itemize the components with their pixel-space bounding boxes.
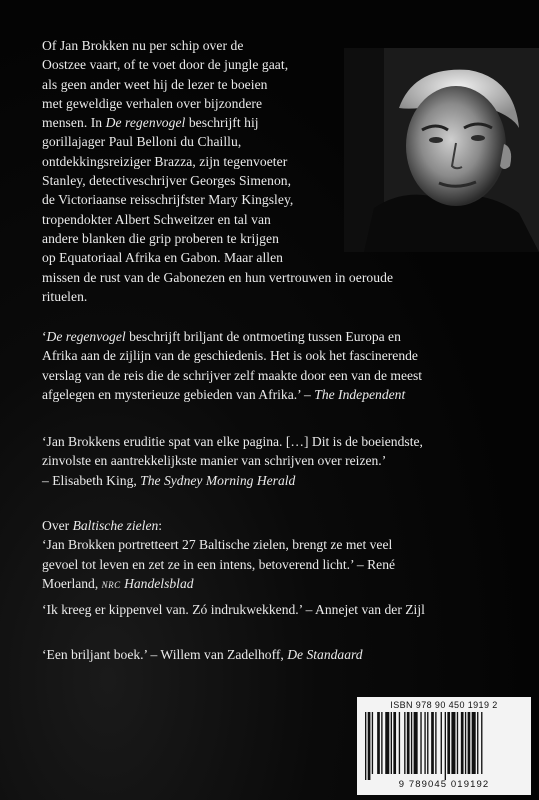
- review-quote-nrc: Over Baltische zielen: ‘Jan Brokken portretteert 27 Baltische zielen, brengt ze met veel gevoel tot leven en zet ze in een intens, betoverend licht.’ – René Moerland, NRC Handelsblad: [42, 518, 396, 591]
- barcode-bar: [391, 712, 392, 774]
- barcode-bar: [372, 712, 373, 774]
- barcode-bar: [457, 712, 458, 774]
- barcode-bar: [447, 712, 450, 774]
- barcode-bar: [431, 712, 434, 774]
- bio-line: missen de rust van de Gabonezen en hun vertrouwen in oeroude: [42, 269, 394, 285]
- review-source: De Standaard: [287, 647, 363, 662]
- barcode-bar: [468, 712, 471, 774]
- barcode-bar: [365, 712, 366, 780]
- bio-line: mensen. In De regenvogel beschrijft hij: [42, 115, 259, 131]
- bio-line: rituelen.: [42, 288, 88, 304]
- barcode-bar: [427, 712, 428, 774]
- barcode-bars: [365, 712, 523, 780]
- barcode-bar: [377, 712, 380, 774]
- review-quote-standaard: ‘Een briljant boek.’ – Willem van Zadelhoff, De Standaard: [42, 647, 363, 662]
- barcode-bar: [385, 712, 389, 774]
- barcode-bar: [445, 712, 446, 780]
- barcode-bar: [465, 712, 466, 774]
- barcode-bar: [477, 712, 478, 774]
- barcode-bar: [461, 712, 464, 774]
- barcode-bar: [407, 712, 410, 774]
- review-quote-independent: ‘De regenvogel beschrijft briljant de ontmoeting tussen Europa en Afrika aan de zijlijn van de geschiedenis. Het is ook het fascinerende verslag van de reis die de schrijver zelf maakte door een van de meest afgelegen en mysterieuze gebieden van Afrika.’ – The Independent: [42, 329, 423, 402]
- barcode-bar: [414, 712, 418, 774]
- barcode-bar: [420, 712, 421, 774]
- isbn-label: ISBN 978 90 450 1919 2: [390, 700, 498, 710]
- bio-line: tropendokter Albert Schweitzer en tal van: [42, 211, 271, 227]
- bio-line: op Equatoriaal Afrika en Gabon. Maar allen: [42, 250, 284, 266]
- book-title: Baltische zielen: [72, 518, 159, 533]
- review-source: Handelsblad: [120, 575, 194, 591]
- barcode-bar: [399, 712, 400, 774]
- barcode-bar: [481, 712, 482, 774]
- review-source: The Independent: [314, 386, 406, 402]
- bio-line: de Victoriaanse reisschrijfster Mary Kingsley,: [42, 192, 294, 208]
- barcode-bar: [424, 712, 425, 774]
- barcode-bar: [368, 712, 371, 780]
- isbn-barcode: [357, 697, 531, 795]
- barcode-bar: [451, 712, 455, 774]
- review-quote-smh: ‘Jan Brokkens eruditie spat van elke pagina. […] Dit is de boeiendste, zinvolste en aantrekkelijkste manier van schrijven over reizen.’ – Elisabeth King, The Sydney Morning Herald: [42, 434, 423, 488]
- bio-line: andere blanken die grip proberen te krijgen: [42, 230, 279, 246]
- nrc-label: NRC: [101, 579, 121, 590]
- author-bio: [42, 36, 537, 306]
- barcode-bar: [411, 712, 412, 774]
- review-source: The Sydney Morning Herald: [140, 472, 296, 488]
- bio-line: Stanley, detectiveschrijver Georges Simenon,: [42, 173, 292, 189]
- bio-line: ontdekkingsreiziger Brazza, zijn tegenvoeter: [42, 153, 288, 169]
- barcode-bar: [393, 712, 396, 774]
- ean-digits: 9 789045 019192: [398, 779, 490, 790]
- barcode-bar: [435, 712, 436, 774]
- barcode-bar: [381, 712, 382, 774]
- book-title: De regenvogel: [105, 115, 186, 131]
- barcode-bar: [472, 712, 476, 774]
- bio-line: Of Jan Brokken nu per schip over de: [42, 38, 244, 53]
- bio-line: Oostzee vaart, of te voet door de jungle gaat,: [42, 57, 289, 73]
- bio-line: gorillajager Paul Belloni du Chaillu,: [42, 134, 242, 150]
- bio-line: als geen ander weet hij de lezer te boeien: [42, 76, 268, 92]
- book-title: De regenvogel: [46, 329, 126, 344]
- review-quote-zijl: ‘Ik kreeg er kippenvel van. Zó indrukwekkend.’ – Annejet van der Zijl: [42, 602, 425, 617]
- barcode-bar: [404, 712, 405, 774]
- barcode-bar: [441, 712, 442, 774]
- bio-line: met geweldige verhalen over bijzondere: [42, 95, 263, 111]
